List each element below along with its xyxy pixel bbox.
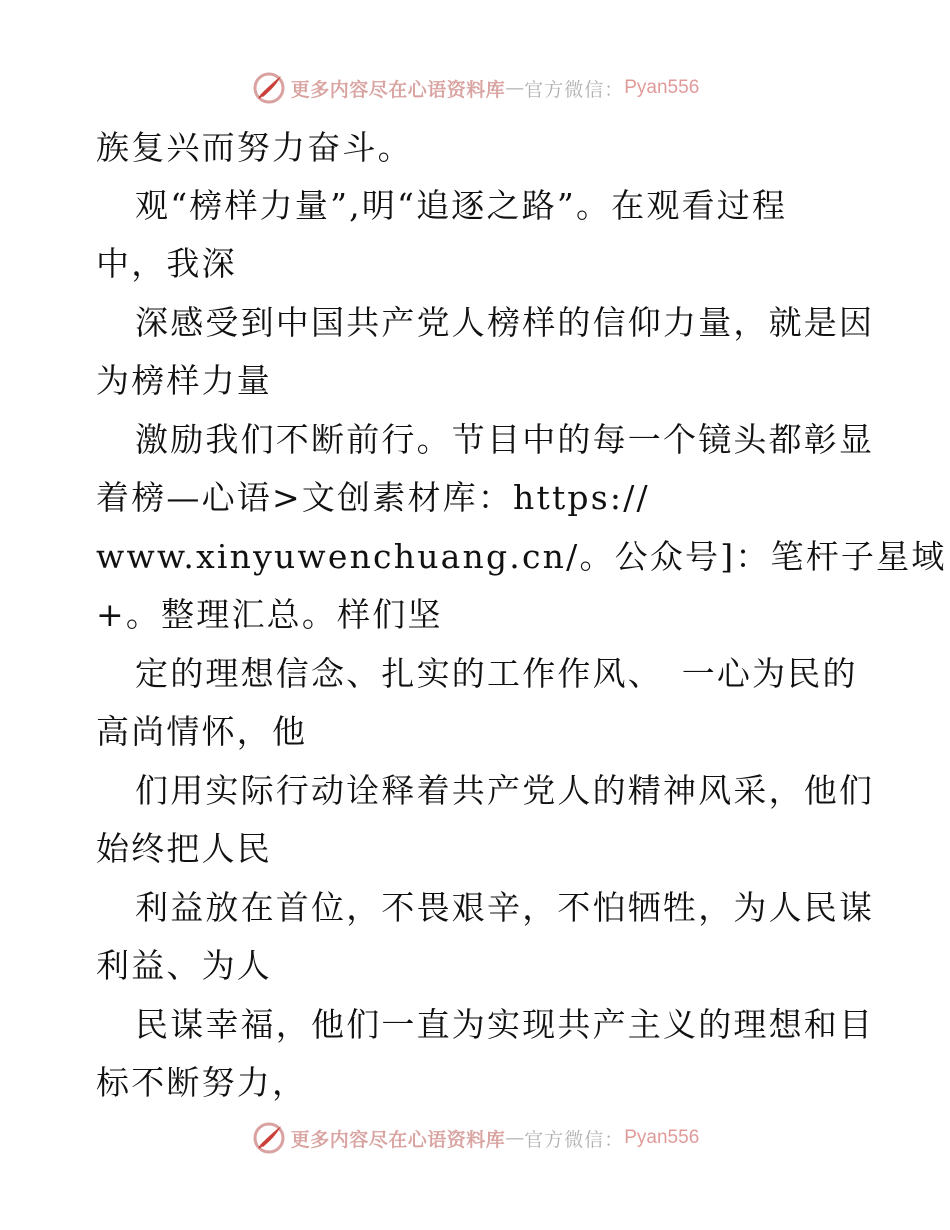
body-text-line: www.xinyuwenchuang.cn/。公众号]：笔杆子星域 — [96, 537, 947, 576]
body-text-line: 高尚情怀，他 — [96, 712, 308, 751]
body-text-line: 为榜样力量 — [96, 361, 272, 400]
quill-logo-icon — [251, 1120, 287, 1156]
body-text-line: 激励我们不断前行。节目中的每一个镜头都彰显 — [135, 420, 875, 459]
body-text-line: 观“榜样力量”,明“追逐之路”。在观看过程 — [135, 186, 788, 225]
body-text-line: 着榜—心语>文创素材库：https:// — [96, 478, 650, 517]
body-text-line: 深感受到中国共产党人榜样的信仰力量，就是因 — [135, 303, 875, 342]
body-text-line: 利益、为人 — [96, 946, 272, 985]
banner-slogan: 更多内容尽在心语资料库 — [290, 1128, 506, 1151]
banner-separator: — — [505, 1127, 525, 1149]
banner-wechat-id: Pyan556 — [624, 1127, 700, 1148]
body-text-line: 民谋幸福，他们一直为实现共产主义的理想和目 — [135, 1005, 875, 1044]
quill-logo-icon — [251, 70, 287, 106]
body-text-line: 族复兴而努力奋斗。 — [96, 128, 413, 167]
banner-wechat-id: Pyan556 — [624, 77, 700, 98]
banner-wechat-label: 官方微信： — [524, 78, 625, 101]
banner-slogan: 更多内容尽在心语资料库 — [290, 78, 506, 101]
body-text-line: +。整理汇总。样们坚 — [96, 595, 443, 634]
body-text-line: 定的理想信念、扎实的工作作风、 一心为民的 — [135, 654, 858, 693]
banner-separator: — — [505, 77, 525, 99]
body-text-line: 始终把人民 — [96, 829, 272, 868]
body-text-line: 标不断努力， — [96, 1063, 308, 1102]
body-text-line: 利益放在首位，不畏艰辛，不怕牺牲，为人民谋 — [135, 888, 875, 927]
header-watermark-banner — [0, 70, 950, 106]
body-text-line: 们用实际行动诠释着共产党人的精神风采，他们 — [135, 771, 875, 810]
footer-watermark-banner — [0, 1120, 950, 1156]
body-text-line: 中，我深 — [96, 244, 237, 283]
banner-wechat-label: 官方微信： — [524, 1128, 625, 1151]
